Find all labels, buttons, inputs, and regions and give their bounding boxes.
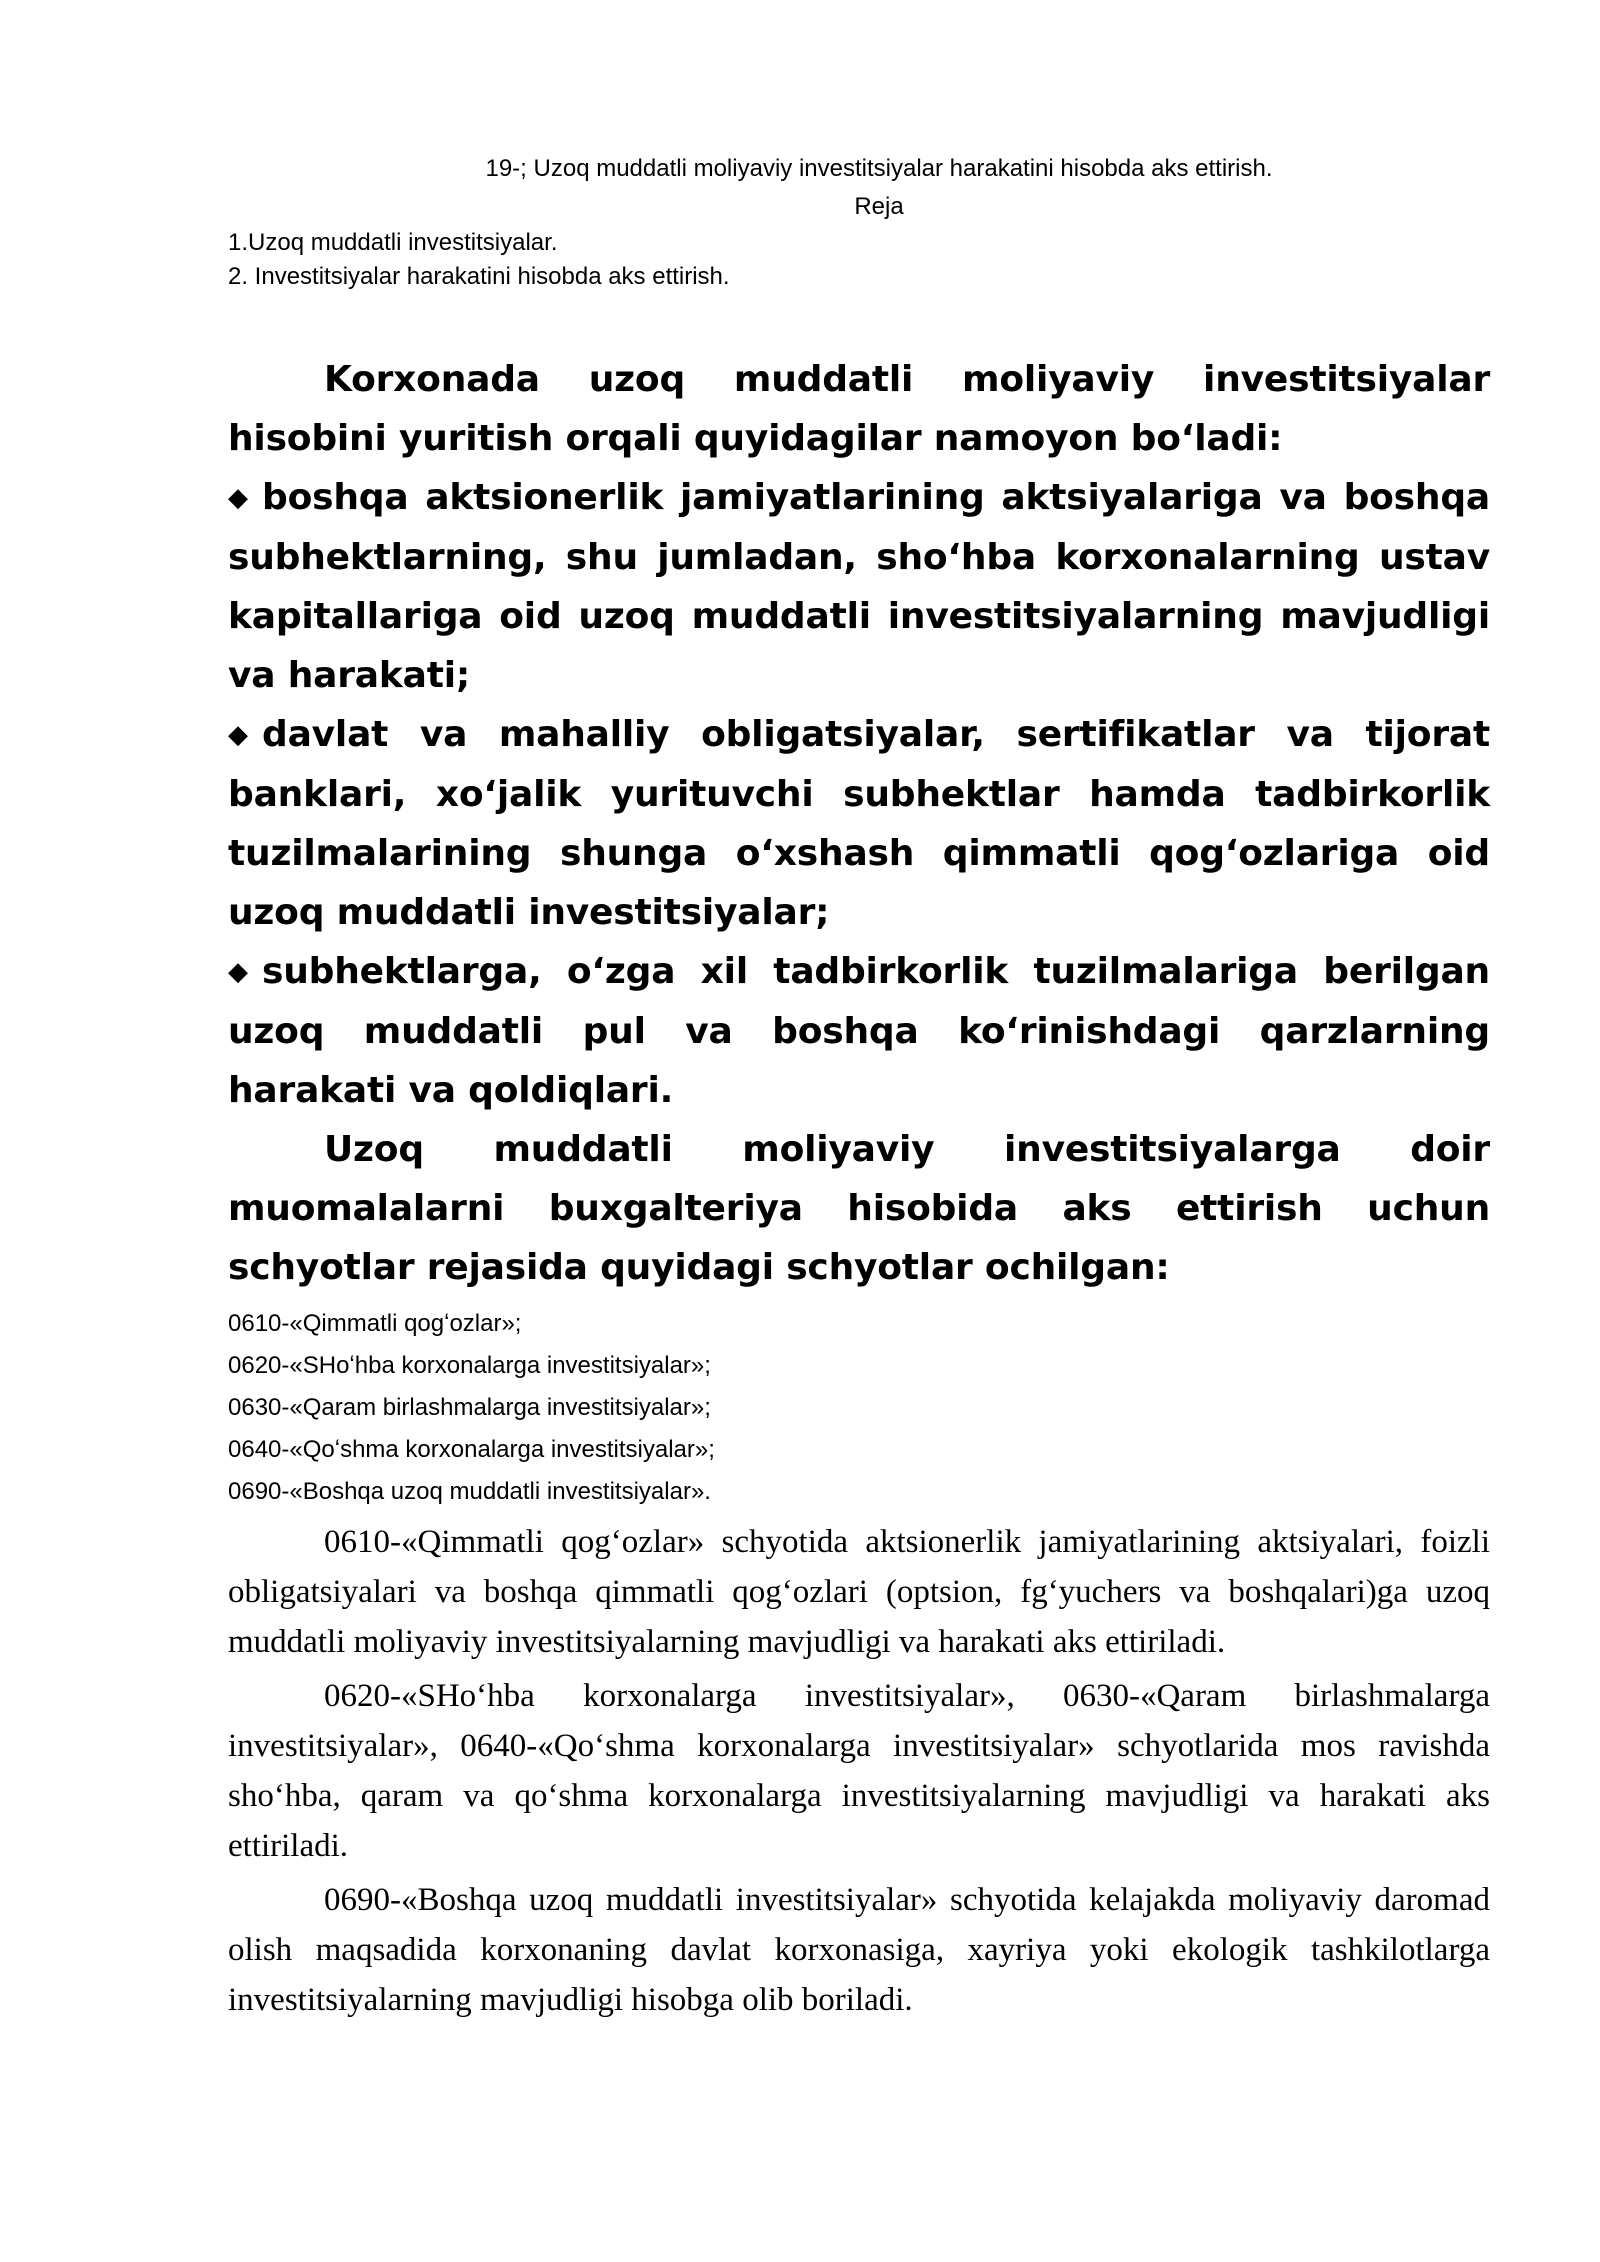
body-paragraph: 0690-«Boshqa uzoq muddatli investitsiyalar» schyotida kelajakda moliyaviy daromad olish maqsadida korxonaning davlat korxonasiga, xayriya yoki ekologik tashkilotlarga investitsiyalarning mavjudligi hisobga olib boriladi. <box>228 1882 1490 2018</box>
document-title: 19-; Uzoq muddatli moliyaviy investitsiyalar harakatini hisobda aks ettirish. <box>485 155 1273 182</box>
bullet-text: davlat va mahalliy obligatsiyalar, sertifikatlar va tijorat banklari, xo‘jalik yurituvchi subhektlar hamda tadbirkorlik tuzilmalarining shunga o‘xshash qimmatli qog‘ozlariga oid uzoq muddatli investitsiyalar; <box>228 714 1490 933</box>
intro-paragraph: Korxonada uzoq muddatli moliyaviy investitsiyalar hisobini yuritish orqali quyidagilar namoyon bo‘ladi: <box>228 359 1490 459</box>
body-paragraph: 0610-«Qimmatli qogʻozlar» schyotida aktsionerlik jamiyatlarining aktsiyalari, foizli obligatsiyalari va boshqa qimmatli qogʻozlari (optsion, fgʻyuchers va boshqalari)ga uzoq muddatli moliyaviy investitsiyalarning mavjudligi va harakati aks ettiriladi. <box>228 1524 1490 1660</box>
plan-label: Reja <box>854 193 904 220</box>
bold-section <box>228 350 1490 1297</box>
document-content <box>228 152 1490 2029</box>
account-item: 0690-«Boshqa uzoq muddatli investitsiyalar». <box>228 1478 711 1505</box>
body-paragraph: 0620-«SHoʻhba korxonalarga investitsiyalar», 0630-«Qaram birlashmalarga investitsiyalar», 0640-«Qoʻshma korxonalarga investitsiyalar» schyotlarida mos ravishda shoʻhba, qaram va qoʻshma korxonalarga investitsiyalarning mavjudligi va harakati aks ettiriladi. <box>228 1678 1490 1864</box>
serif-section <box>228 1517 1490 2025</box>
bullet-text: boshqa aktsionerlik jamiyatlarining aktsiyalariga va boshqa subhektlarning, shu jumladan, sho‘hba korxonalarning ustav kapitallariga oid uzoq muddatli investitsiyalarning mavjudligi va harakati; <box>228 477 1490 696</box>
bullet-item <box>228 468 1490 705</box>
account-item: 0620-«SHoʻhba korxonalarga investitsiyalar»; <box>228 1352 711 1379</box>
accounts-intro-paragraph: Uzoq muddatli moliyaviy investitsiyalarga doir muomalalarni buxgalteriya hisobida aks ettirish uchun schyotlar rejasida quyidagi schyotlar ochilgan: <box>228 1129 1490 1288</box>
diamond-bullet-icon: ◆ <box>228 957 248 987</box>
account-item: 0630-«Qaram birlashmalarga investitsiyalar»; <box>228 1394 711 1421</box>
diamond-bullet-icon: ◆ <box>228 483 248 513</box>
bullet-item <box>228 942 1490 1120</box>
plan-list <box>228 226 1490 294</box>
plan-item: 1.Uzoq muddatli investitsiyalar. <box>228 229 558 256</box>
account-item: 0610-«Qimmatli qogʻozlar»; <box>228 1310 522 1337</box>
plan-item: 2. Investitsiyalar harakatini hisobda aks ettirish. <box>228 263 730 290</box>
bullet-text: subhektlarga, o‘zga xil tadbirkorlik tuzilmalariga berilgan uzoq muddatli pul va boshqa ko‘rinishdagi qarzlarning harakati va qoldiqlari. <box>228 951 1490 1111</box>
diamond-bullet-icon: ◆ <box>228 720 248 750</box>
accounts-list <box>228 1303 1490 1513</box>
bullet-item <box>228 705 1490 942</box>
account-item: 0640-«Qoʻshma korxonalarga investitsiyalar»; <box>228 1436 715 1463</box>
